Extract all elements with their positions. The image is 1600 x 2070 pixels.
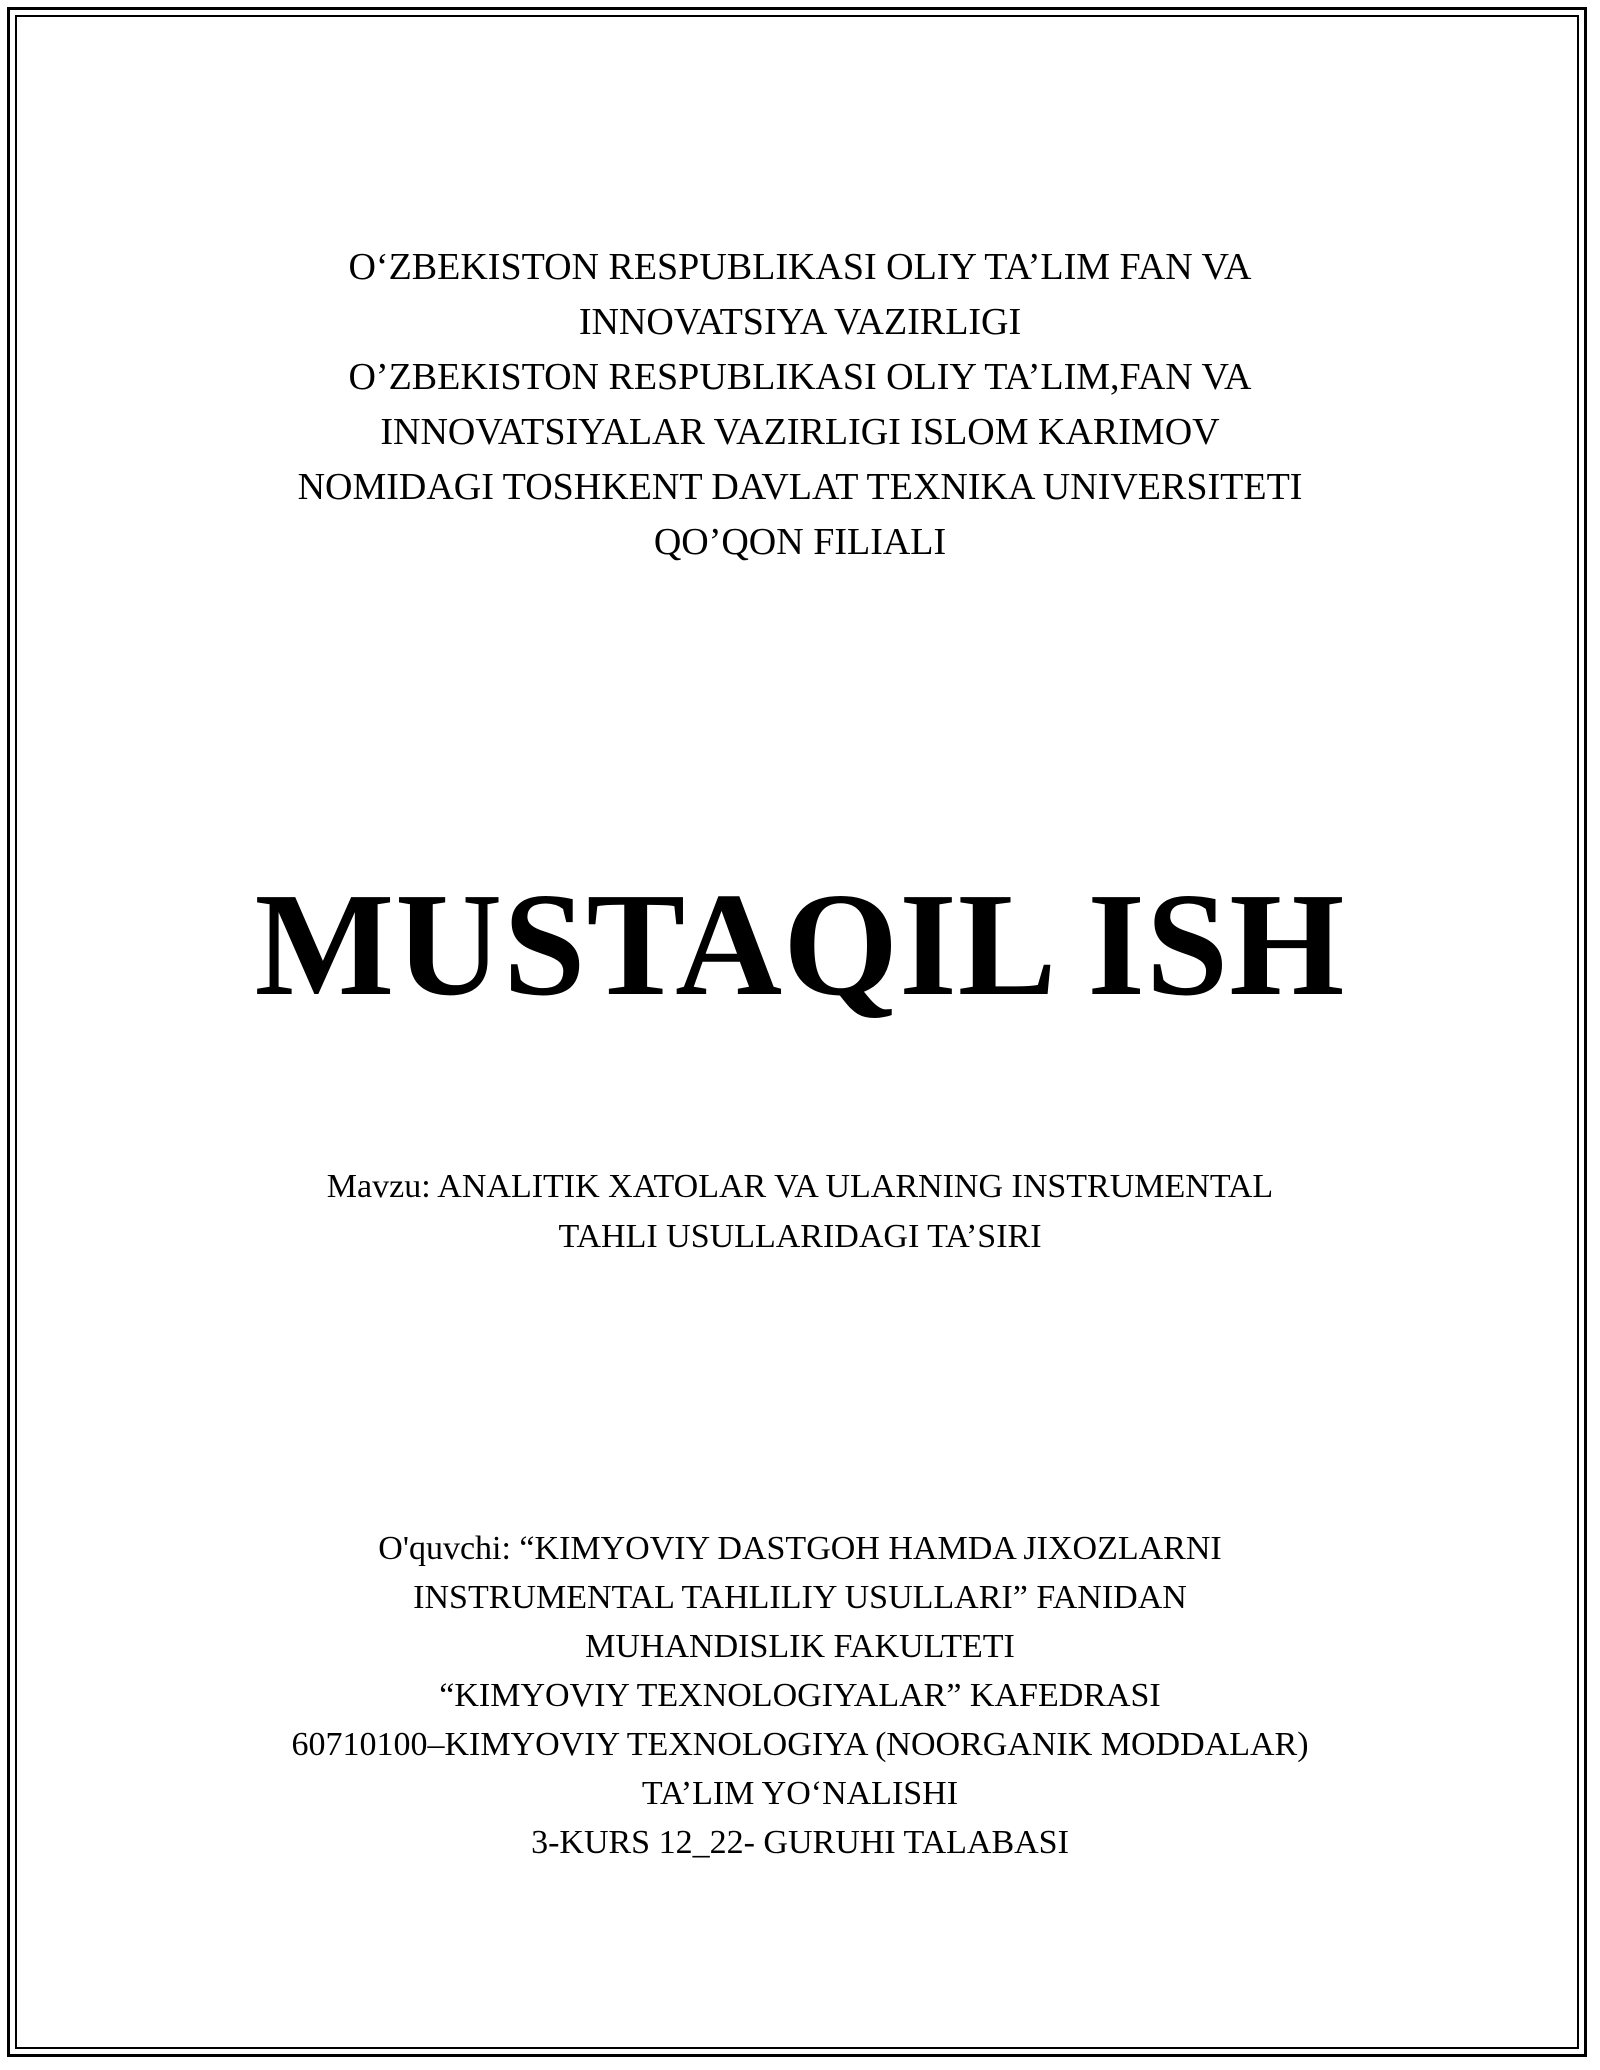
document-title: MUSTAQIL ISH <box>254 863 1346 1027</box>
ministry-header <box>0 240 1600 570</box>
header-line: INNOVATSIYA VAZIRLIGI <box>578 301 1022 343</box>
topic-line: TAHLI USULLARIDAGI TA’SIRI <box>558 1218 1042 1255</box>
student-line: MUHANDISLIK FAKULTETI <box>585 1628 1015 1665</box>
topic-line: Mavzu: ANALITIK XATOLAR VA ULARNING INSTRUMENTAL <box>326 1168 1274 1205</box>
student-line: “KIMYOVIY TEXNOLOGIYALAR” KAFEDRASI <box>439 1677 1161 1714</box>
student-info-block <box>0 1524 1600 1867</box>
header-line: O’ZBEKISTON RESPUBLIKASI OLIY TA’LIM,FAN VA <box>348 356 1252 398</box>
student-line: INSTRUMENTAL TAHLILIY USULLARI” FANIDAN <box>413 1579 1187 1616</box>
student-line: O'quvchi: “KIMYOVIY DASTGOH HAMDA JIXOZLARNI <box>378 1530 1222 1567</box>
student-line: 60710100–KIMYOVIY TEXNOLOGIYA (NOORGANIK MODDALAR) <box>291 1726 1309 1763</box>
header-line: QO’QON FILIALI <box>653 521 947 563</box>
topic-block <box>0 1162 1600 1262</box>
header-line: INNOVATSIYALAR VAZIRLIGI ISLOM KARIMOV <box>380 411 1220 453</box>
header-line: NOMIDAGI TOSHKENT DAVLAT TEXNIKA UNIVERSITETI <box>297 466 1303 508</box>
student-line: TA’LIM YO‘NALISHI <box>641 1775 959 1812</box>
student-line: 3-KURS 12_22- GURUHI TALABASI <box>531 1824 1069 1861</box>
header-line: O‘ZBEKISTON RESPUBLIKASI OLIY TA’LIM FAN VA <box>348 246 1252 288</box>
